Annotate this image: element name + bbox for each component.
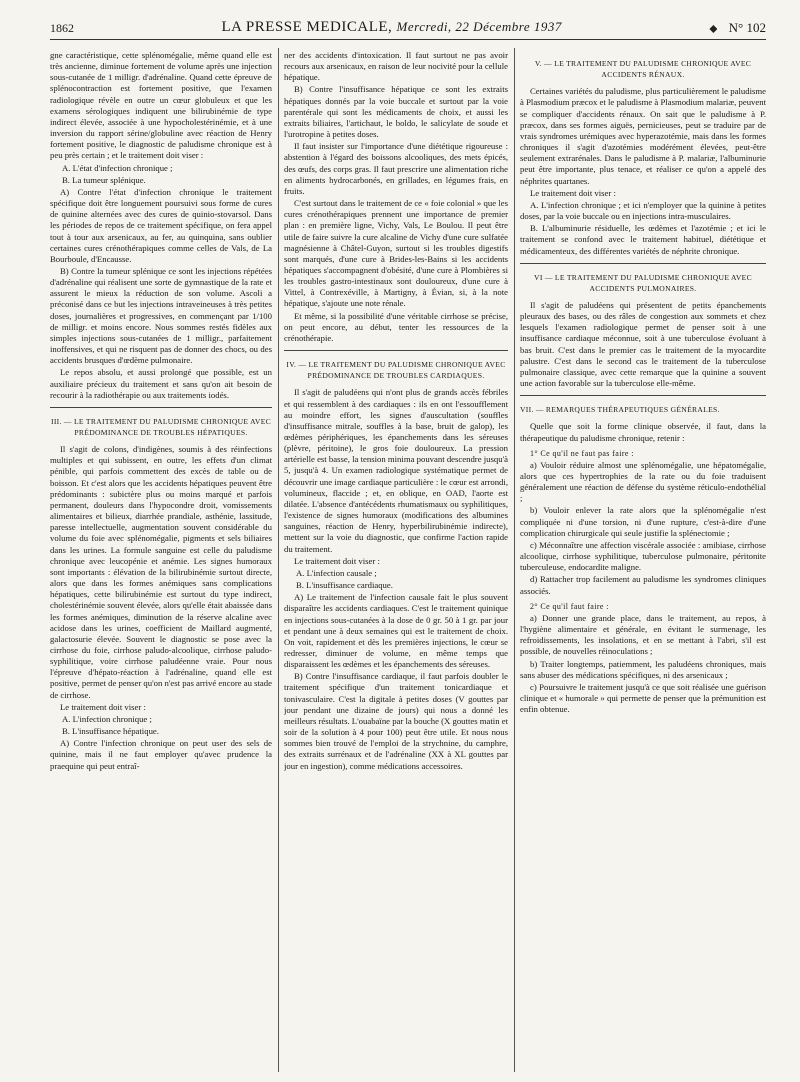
section-heading: VI — LE TRAITEMENT DU PALUDISME CHRONIQUE AVEC ACCIDENTS PULMONAIRES. — [534, 272, 752, 293]
paragraph: Le traitement doit viser : — [60, 701, 146, 712]
section-rule — [50, 407, 272, 408]
list-item: A. L'infection chronique ; — [62, 713, 152, 724]
paragraph: Il s'agit de paludéens qui n'ont plus de grands accès fébriles et qui ressemblent à des cardiaques : ils en ont l'essoufflement au moindre effort, les signes d'auscultation (souffles d'insuffisance mitrale, souffles à la base, bruit de galop), les œdèmes périphériques, les épanchements dans les séreuses (plèvre, péritoine), le gros foie douloureux. La pression artérielle est basse, la tension minima pouvant descendre jusqu'à 5, jusqu'à 4. Un examen radiologique systématique permet de découvrir une image cardiaque particulière : le cœur est arrondi, volumineux, flaccide ; et, en oblique, en OAD, l'aorte est dilatée. L'absence d'antécédents rhumatismaux ou syphilitiques, l'existence de signes humoraux (modifications des albumines sanguines, réaction de Henry, hyperbilirubinémie indirecte), mettent sur la voie du diagnostic, que confirme l'action rapide du traitement. — [284, 387, 508, 554]
paragraph: Quelle que soit la forme clinique observée, il faut, dans la thérapeutique du paludisme chronique, retenir : — [520, 421, 766, 443]
section-heading: V. — LE TRAITEMENT DU PALUDISME CHRONIQUE AVEC ACCIDENTS RÉNAUX. — [534, 59, 752, 80]
paragraph: b) Traiter longtemps, patiemment, les paludéens chroniques, mais sans abuser des médications spécifiques, ni des arsenicaux ; — [520, 658, 766, 680]
paragraph: B) Contre la tumeur splénique ce sont les injections répétées d'adrénaline qui réalisent une sorte de gymnastique de la rate et assurent le mieux la réduction de son volume. Ascoli a préconisé dans ce but les injections intraveineuses à très petites doses, journalières et progressives, en commençant par 1/100 de milligr. et moins encore. Nous sommes restés fidèles aux simples injections sous-cutanées de 1 milligr., parfaitement inoffensives, et qui ne risquent pas de donner des chocs, ou des accidents brusques d'œdème pulmonaire. — [50, 265, 272, 366]
paragraph: Il s'agit de paludéens qui présentent de petits épanchements pleuraux des bases, ou des râles de congestion aux sommets et chez lesquels l'examen radiologique permet de penser soit à une insuffisance cardiaque méconnue, soit à une tuberculose évoluant à bas bruit. C'est dans le premier cas le traitement de la myocardite palustre. C'est dans le second cas le traitement de la tuberculose pulmonaire classique, avec cette remarque que la quinine a souvent une action favorable sur la tuberculose elle-même. — [520, 299, 766, 389]
subheading: 2° Ce qu'il faut faire : — [530, 601, 609, 611]
section-heading: VII. — REMARQUES THÉRAPEUTIQUES GÉNÉRALES. — [520, 405, 720, 415]
paragraph: a) Vouloir réduire almost une splénomégalie, une hépatomégalie, alors que ces hypertrophies de la rate ou du foie traduisent généralement une réaction de défense du système réticulo-endothélial ; — [520, 459, 766, 504]
paragraph: A) Contre l'état d'infection chronique le traitement spécifique doit être longuement poursuivi sous forme de cures de quinine alternées avec des cures de quinio-stovarsol. Dans les périodes de repos de ce traitement spécifique, on fera appel tout à tour aux arsenicaux, au fer, au quinquina, sans oublier certaines cures crénothérapiques comme celles de Vals, de La Bourboule, d'Encausse. — [50, 186, 272, 264]
issue-number-group — [709, 20, 766, 36]
paragraph: b) Vouloir enlever la rate alors que la splénomégalie n'est compliquée ni d'une torsion, ni d'une rupture, c'est-à-dire d'une complication chirurgicale qui seule justifie la splénectomie ; — [520, 505, 766, 538]
section-heading: III. — LE TRAITEMENT DU PALUDISME CHRONIQUE AVEC PRÉDOMINANCE DE TROUBLES HÉPATIQUES. — [51, 416, 271, 437]
paragraph: Le traitement doit viser : — [294, 555, 380, 566]
paragraph: Et même, si la possibilité d'une véritable cirrhose se précise, on peut encore, au début, tenter les ressources de la crénothérapie. — [284, 310, 508, 343]
paragraph: a) Donner une grande place, dans le traitement, au repos, à l'hygiène alimentaire et générale, en évitant le surmenage, les refroidissements, les insolations, et en se mettant à l'abri, s'il est possible, de nouvelles réinoculations ; — [520, 612, 766, 657]
paragraph: Il faut insister sur l'importance d'une diététique rigoureuse : abstention à l'égard des boissons alcooliques, des mets épicés, des œufs, des corps gras. Il faut prescrire une alimentation riche en aliments hydrocarbonés, en grillades, en légumes frais, en fruits. — [284, 141, 508, 196]
ornament-icon — [709, 25, 717, 33]
paragraph: d) Rattacher trop facilement au paludisme les syndromes cliniques associés. — [520, 574, 766, 596]
section-heading: IV. — LE TRAITEMENT DU PALUDISME CHRONIQUE AVEC PRÉDOMINANCE DE TROUBLES CARDIAQUES. — [286, 360, 506, 381]
issue-number: N° 102 — [728, 20, 766, 35]
issue-date: Mercredi, 22 Décembre 1937 — [396, 19, 562, 34]
paragraph: A) Contre l'infection chronique on peut user des sels de quinine, mais il ne faut employer qu'avec prudence la praequine qui peut entraî- — [50, 738, 272, 771]
column-divider — [514, 48, 515, 1072]
page-header — [50, 14, 766, 40]
paragraph: B) Contre l'insuffisance hépatique ce sont les extraits hépatiques donnés par la voie buccale et surtout par la voie parentérale qui sont les médicaments de choix, et aussi les extraits biliaires, l'artichaut, le boldo, le salicylate de soude et l'urotropine à petites doses. — [284, 84, 508, 140]
paragraph: ner des accidents d'intoxication. Il faut surtout ne pas avoir recours aux arsenicaux, en raison de leur nocivité pour la cellule hépatique. — [284, 50, 508, 83]
page-number: 1862 — [50, 21, 74, 35]
paragraph: A. L'infection chronique ; et ici n'employer que la quinine à petites doses, par la voie buccale ou en injections intra-musculaires. — [520, 199, 766, 222]
column-divider — [278, 48, 279, 1072]
column-1 — [50, 50, 272, 1072]
paragraph: gne caractéristique, cette splénomégalie, même quand elle est très ancienne, diminue fortement de volume après une injection sous-cutanée de 1 milligr. d'adrénaline. Quand cette épreuve de splénocontraction est fortement positive, que l'examen radiologique révèle en outre un cœur globuleux et que les examens sérologiques indiquent une bilirubinémie de type indirect élevée, associée à une hypocholestérinémie, et à une inversion du rapport sérine/globuline avec réaction de Henry fortement positive, le diagnostic de paludisme chronique est à peu près certain ; et le traitement doit viser : — [50, 50, 272, 161]
paragraph: C'est surtout dans le traitement de ce « foie colonial » que les cures crénothérapiques prennent une importance de premier plan : en première ligne, Vichy, Vals, Le Boulou. Il peut être utile de faire suivre la cure alcaline de Vichy d'une cure sulfatée magnésienne à Châtel-Guyon, surtout si les troubles digestifs sont marqués, d'une cure à Brides-les-Bains si les accidents hépatiques s'accompagnent d'obésité, d'une cure à Plombières si les troubles gastro-intestinaux sont douloureux, d'une cure à Vittel, à Contrexéville, à Martigny, à Évian, si, à la note hépatique, s'ajoute une note rénale. — [284, 198, 508, 309]
paragraph: B) Contre l'insuffisance cardiaque, il faut parfois doubler le traitement spécifique d'un traitement tonicardiaque et tonivasculaire. C'est la digitale à petites doses (V gouttes par jour pendant une dizaine de jours) qui nous a donné les meilleurs résultats. L'ouabaïne par la bouche (X gouttes matin et soir de la solution à 4 pour 100) peut être utile. Et nous nous sommes bien trouvé de l'emploi de la strychnine, du camphre, des extraits surrénaux et de l'adrénaline (XX à XL gouttes par jour en ingestion), comme médications accessoires. — [284, 671, 508, 771]
list-item: A. L'infection causale ; — [296, 567, 377, 578]
column-2 — [284, 50, 508, 1072]
subheading: 1° Ce qu'il ne faut pas faire : — [530, 448, 634, 458]
paragraph: c) Poursuivre le traitement jusqu'à ce que soit réalisée une guérison clinique et « humorale » qui permette de penser que la prémunition est enfin obtenue. — [520, 681, 766, 715]
list-item: B. La tumeur splénique. — [62, 174, 146, 185]
paragraph: A) Le traitement de l'infection causale fait le plus souvent disparaître les accidents cardiaques. C'est le traitement quinique en injections sous-cutanées à la dose de 0 gr. 50 à 1 gr. par jour et pendant une à deux semaines qui est le traitement de choix. On voit, rapidement et dès les premières injections, le cœur se redresser, diminuer de volume, en même temps que disparaissent les œdèmes et les épanchements des séreuses. — [284, 592, 508, 670]
paragraph: Le repos absolu, et aussi prolongé que possible, est un auxiliaire précieux du traitement et sans qu'on ait besoin de recourir à la radiothérapie ou aux traitements iodés. — [50, 367, 272, 400]
column-3 — [520, 50, 766, 1072]
paragraph: Certaines variétés du paludisme, plus particulièrement le paludisme à Plasmodium præcox et le paludisme à Plasmodium malariæ, peuvent se compliquer d'accidents rénaux. On sait que le paludisme à P. præcox, dans ses formes aiguës, pernicieuses, peut se traduire par de vrais syndromes urémiques avec hyperazotémie, mais dans les formes chroniques il s'agit d'azotémies modérément élevées, peut-être seulement extrarénales. Dans le paludisme à P. malariæ, l'albuminurie peut être importante, plus tenace, et réaliser ce qu'on a appelé des néphrites quartanes. — [520, 86, 766, 186]
paragraph: Il s'agit de colons, d'indigènes, soumis à des réinfections multiples et qui subissent, en outre, les effets d'un climat pénible, qui parfois commettent des excès de table ou de boisson. Et c'est alors que les accidents hépatiques peuvent être prédominants : subictère plus ou moins marqué et parfois permanent, douleurs dans l'hypocondre droit, vomissements alimentaires et bilieux, diarrhée prandiale, asthénie, lassitude, paresse intellectuelle, augmentation souvent considérable du volume du foie avec splénomégalie, pigments et sels biliaires dans les urines. La formule sanguine est celle du paludisme chronique avec leucopénie et anémie. Les signes humoraux sont importants : élévation de la bilirubinémie surtout directe, alors que dans les formes anémiques sans complications hépatiques, cette bilirubinémie est surtout du type indirect, cholestérinémie souvent élevée, alors qu'elle était abaissée dans les formes anémiques, diminution de la réserve alcaline avec acidose dans les urines, coefficient de Maillard augmenté, galactosurie élevée. Souvent le diagnostic se pose avec la cirrhose du foie, cirrhose paludo-alcoolique, cirrhose paludo-syphilitique, voire cirrhose paludéenne vraie. Pour nous l'épreuve d'hépato-réaction à l'adrénaline, quand elle est positive, permet de penser qu'on n'est pas arrivé encore au stade de cirrhose. — [50, 444, 272, 700]
section-rule — [520, 263, 766, 264]
journal-masthead — [222, 19, 562, 36]
paragraph: B. L'albuminurie résiduelle, les œdèmes et l'azotémie ; et ici le traitement se confond avec le traitement habituel, diététique et médicamenteux, des différentes variétés de néphrite chronique. — [520, 223, 766, 256]
list-item: B. L'insuffisance cardiaque. — [296, 580, 393, 591]
section-rule — [520, 395, 766, 396]
paragraph: c) Méconnaître une affection viscérale associée : amibiase, cirrhose alcoolique, cirrhose syphilitique, tuberculose pulmonaire, péritonite tuberculeuse, endocardite maligne. — [520, 539, 766, 573]
list-item: B. L'insuffisance hépatique. — [62, 726, 159, 737]
section-rule — [284, 350, 508, 351]
paragraph: Le traitement doit viser : — [530, 187, 616, 198]
journal-title: LA PRESSE MEDICALE, — [221, 19, 393, 35]
list-item: A. L'état d'infection chronique ; — [62, 162, 173, 173]
